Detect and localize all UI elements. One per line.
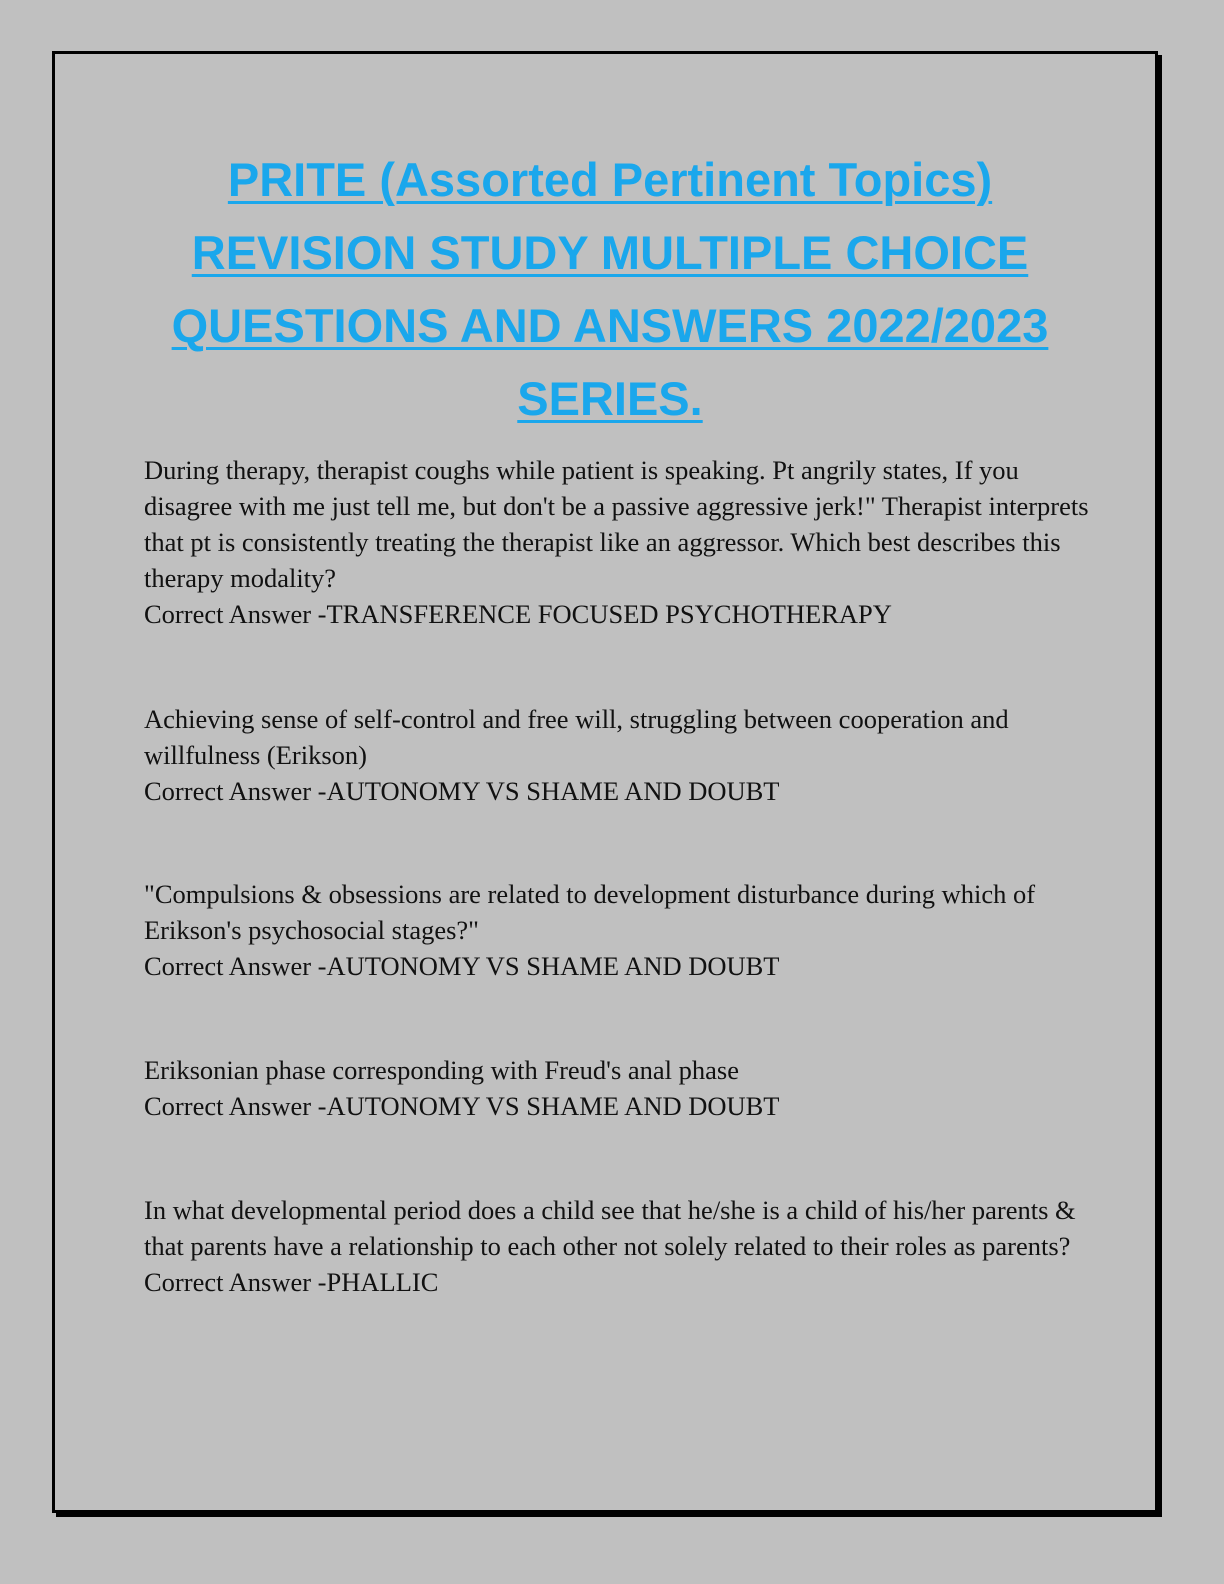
title-line: PRITE (Assorted Pertinent Topics) <box>227 153 993 206</box>
answer-text: Correct Answer -AUTONOMY VS SHAME AND DOUBT <box>144 1091 780 1121</box>
title-line: REVISION STUDY MULTIPLE CHOICE <box>191 226 1029 279</box>
answer-text: Correct Answer -TRANSFERENCE FOCUSED PSYCHOTHERAPY <box>144 599 892 629</box>
question-text: Eriksonian phase corresponding with Freud's anal phase <box>144 1055 739 1085</box>
question-text: Achieving sense of self-control and free will, struggling between cooperation and willfulness (Erikson) <box>144 704 1009 770</box>
qa-item <box>144 701 1094 809</box>
qa-item <box>144 1052 1094 1124</box>
question-text: During therapy, therapist coughs while patient is speaking. Pt angrily states, If you disagree with me just tell me, but don't be a passive aggressive jerk!" Therapist interprets that pt is consistently treating the therapist like an aggressor. Which best describes this therapy modality? <box>144 455 1089 593</box>
title-line: QUESTIONS AND ANSWERS 2022/2023 <box>171 299 1049 352</box>
question-text: In what developmental period does a child see that he/she is a child of his/her parents & that parents have a relationship to each other not solely related to their roles as parents? <box>144 1195 1076 1261</box>
document-title <box>130 143 1090 435</box>
answer-text: Correct Answer -PHALLIC <box>144 1267 439 1297</box>
answer-text: Correct Answer -AUTONOMY VS SHAME AND DOUBT <box>144 951 780 981</box>
question-text: "Compulsions & obsessions are related to development disturbance during which of Erikson's psychosocial stages?" <box>144 879 1036 945</box>
qa-item <box>144 876 1094 984</box>
answer-text: Correct Answer -AUTONOMY VS SHAME AND DOUBT <box>144 776 780 806</box>
title-line: SERIES. <box>517 372 703 425</box>
qa-item <box>144 1192 1094 1300</box>
qa-item <box>144 452 1094 632</box>
